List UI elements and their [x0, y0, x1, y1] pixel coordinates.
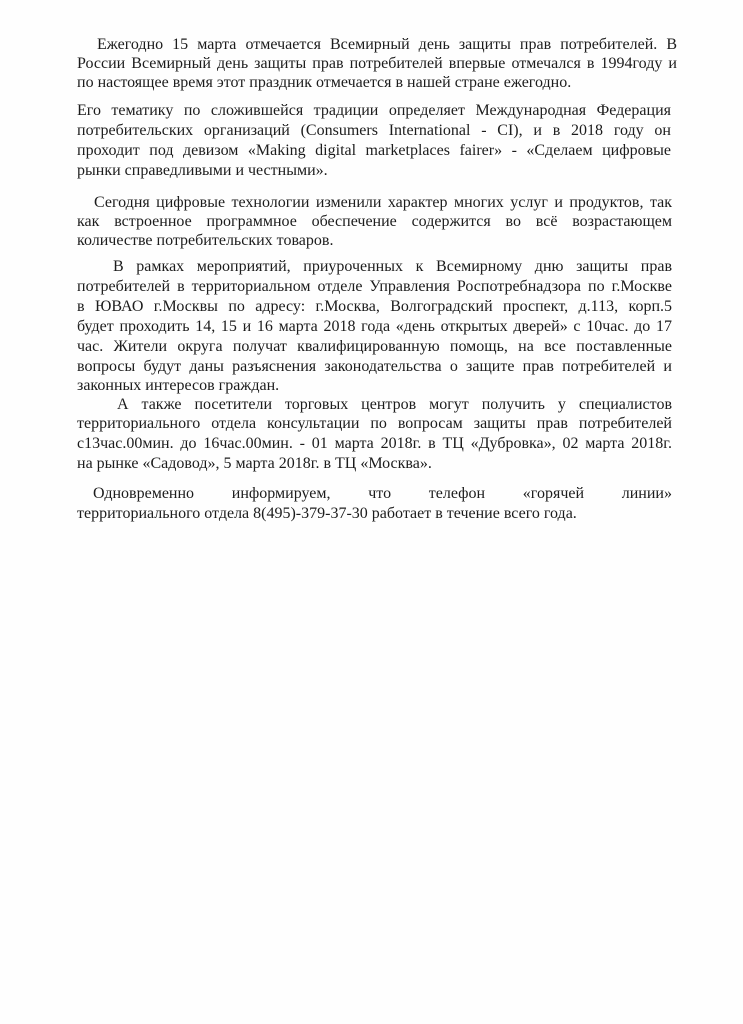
- text-line: территориального отдела 8(495)-379-37-30 работает в течение всего года.: [77, 505, 577, 522]
- text-line: Сегодня цифровые технологии изменили характер многих услуг и продуктов, так: [94, 194, 672, 211]
- text-line: потребительских организаций (Consumers International - CI), и в 2018 году он: [77, 122, 671, 139]
- text-line: в ЮВАО г.Москвы по адресу: г.Москва, Волгоградский проспект, д.113, корп.5: [77, 298, 672, 315]
- text-line: Одновременно информируем, что телефон «горячей линии»: [93, 485, 672, 502]
- text-line: как встроенное программное обеспечение содержится во всё возрастающем: [77, 213, 672, 230]
- text-line: В рамках мероприятий, приуроченных к Всемирному дню защиты прав: [113, 258, 672, 275]
- text-line: А также посетители торговых центров могут получить у специалистов: [117, 396, 672, 413]
- text-line: потребителей в территориальном отделе Управления Роспотребнадзора по г.Москве: [77, 278, 672, 295]
- text-line: будет проходить 14, 15 и 16 марта 2018 года «день открытых дверей» с 10час. до 17: [77, 318, 672, 335]
- text-line: с13час.00мин. до 16час.00мин. - 01 марта 2018г. в ТЦ «Дубровка», 02 марта 2018г.: [77, 435, 672, 452]
- text-line: на рынке «Садовод», 5 марта 2018г. в ТЦ «Москва».: [77, 455, 432, 472]
- text-line: количестве потребительских товаров.: [77, 232, 334, 249]
- text-line: Его тематику по сложившейся традиции определяет Международная Федерация: [77, 102, 671, 119]
- text-line: вопросы будут даны разъяснения законодательства о защите прав потребителей и: [77, 358, 672, 375]
- text-line: рынки справедливыми и честными».: [77, 162, 328, 179]
- text-line: территориального отдела консультации по вопросам защиты прав потребителей: [77, 415, 672, 432]
- text-line: России Всемирный день защиты прав потребителей впервые отмечался в 1994году и: [77, 55, 677, 72]
- text-line: по настоящее время этот праздник отмечается в нашей стране ежегодно.: [77, 74, 572, 91]
- text-line: час. Жители округа получат квалифицированную помощь, на все поставленные: [77, 338, 672, 355]
- text-line: проходит под девизом «Making digital marketplaces fairer» - «Сделаем цифровые: [77, 142, 671, 159]
- text-line: Ежегодно 15 марта отмечается Всемирный день защиты прав потребителей. В: [97, 36, 677, 53]
- text-line: законных интересов граждан.: [77, 377, 280, 394]
